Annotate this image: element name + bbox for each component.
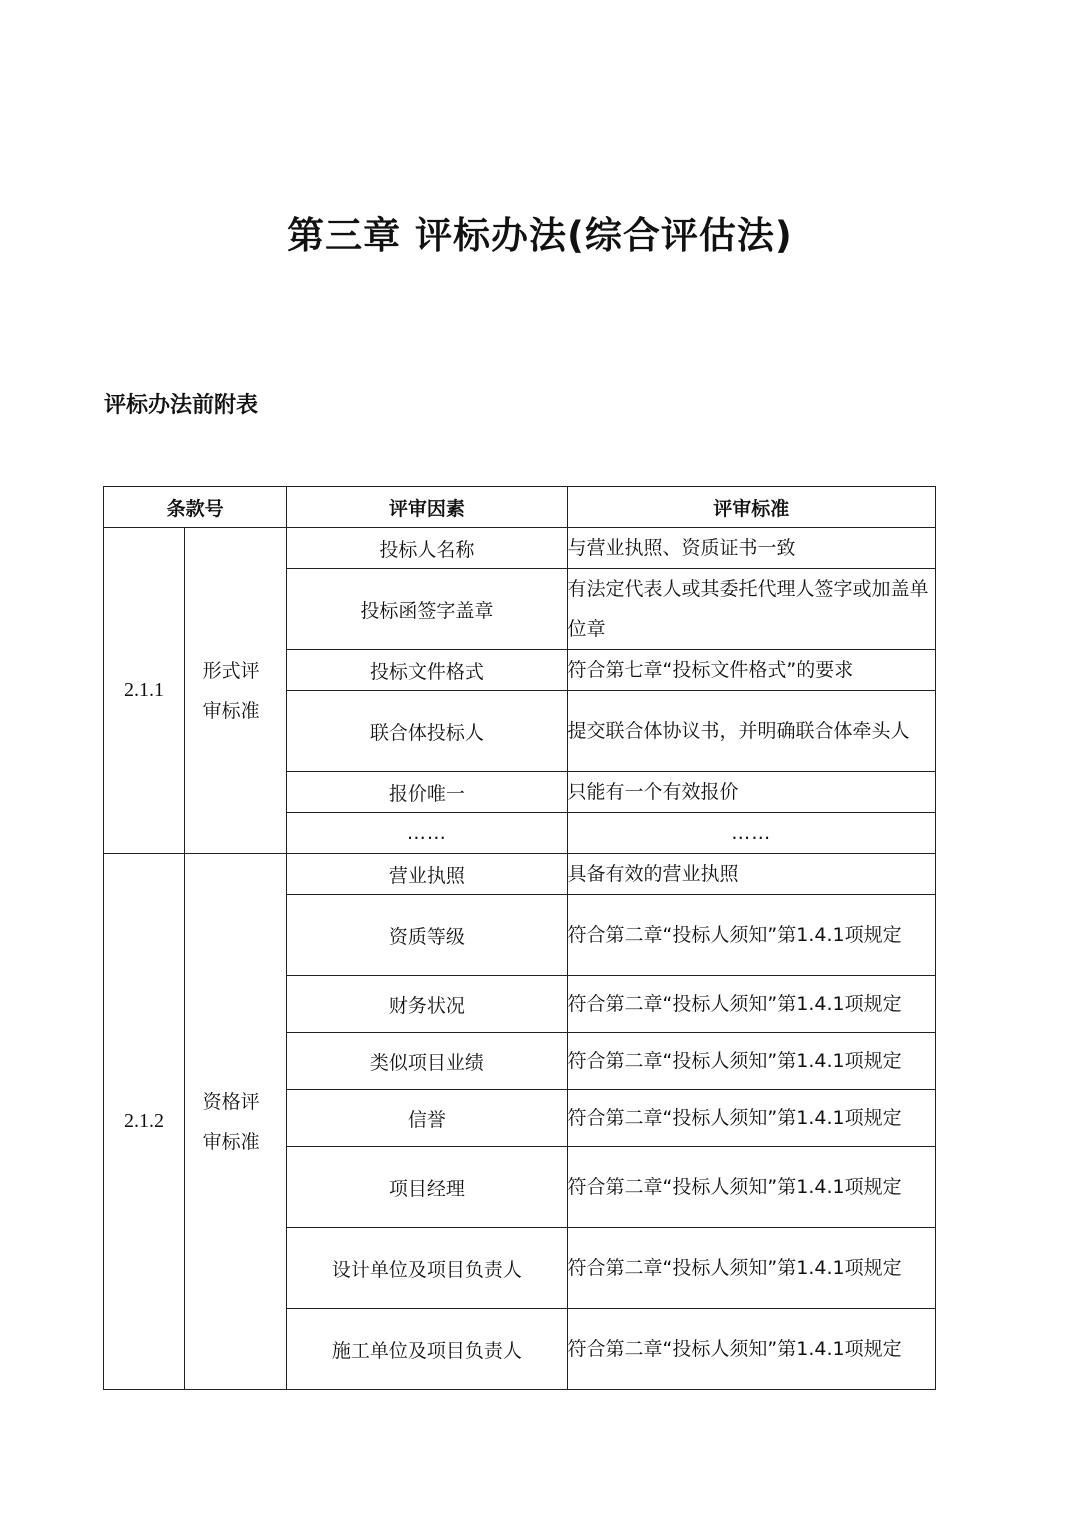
review-factor: 投标函签字盖章 xyxy=(287,569,567,650)
review-standard: 符合第二章“投标人须知”第1.4.1项规定 xyxy=(567,1309,935,1390)
review-standard: 提交联合体协议书，并明确联合体牵头人 xyxy=(567,691,935,772)
review-standard: …… xyxy=(567,813,935,854)
review-factor: 财务状况 xyxy=(287,976,567,1033)
review-standard: 符合第七章“投标文件格式”的要求 xyxy=(567,650,935,691)
review-factor: 设计单位及项目负责人 xyxy=(287,1228,567,1309)
review-standard: 符合第二章“投标人须知”第1.4.1项规定 xyxy=(567,976,935,1033)
review-factor: …… xyxy=(287,813,567,854)
review-category: 形式评审标准 xyxy=(185,528,287,854)
review-factor: 项目经理 xyxy=(287,1147,567,1228)
review-factor: 联合体投标人 xyxy=(287,691,567,772)
header-standard: 评审标准 xyxy=(567,487,935,528)
header-factor: 评审因素 xyxy=(287,487,567,528)
review-standard: 符合第二章“投标人须知”第1.4.1项规定 xyxy=(567,1033,935,1090)
table-header-row xyxy=(104,487,936,528)
review-factor: 类似项目业绩 xyxy=(287,1033,567,1090)
review-factor: 资质等级 xyxy=(287,895,567,976)
review-standard: 与营业执照、资质证书一致 xyxy=(567,528,935,569)
review-category: 资格评审标准 xyxy=(185,854,287,1390)
review-factor: 营业执照 xyxy=(287,854,567,895)
criteria-table xyxy=(103,486,936,1390)
review-standard: 符合第二章“投标人须知”第1.4.1项规定 xyxy=(567,1228,935,1309)
clause-number: 2.1.2 xyxy=(104,854,185,1390)
review-standard: 符合第二章“投标人须知”第1.4.1项规定 xyxy=(567,1147,935,1228)
review-standard: 符合第二章“投标人须知”第1.4.1项规定 xyxy=(567,895,935,976)
review-factor: 施工单位及项目负责人 xyxy=(287,1309,567,1390)
table-row xyxy=(104,528,936,569)
review-factor: 投标文件格式 xyxy=(287,650,567,691)
review-standard: 具备有效的营业执照 xyxy=(567,854,935,895)
chapter-title: 第三章 评标办法(综合评估法) xyxy=(287,214,793,257)
section-heading: 评标办法前附表 xyxy=(104,393,259,418)
review-factor: 投标人名称 xyxy=(287,528,567,569)
review-standard: 只能有一个有效报价 xyxy=(567,772,935,813)
clause-number: 2.1.1 xyxy=(104,528,185,854)
header-clause: 条款号 xyxy=(104,487,287,528)
review-standard: 有法定代表人或其委托代理人签字或加盖单位章 xyxy=(567,569,935,650)
review-factor: 报价唯一 xyxy=(287,772,567,813)
review-standard: 符合第二章“投标人须知”第1.4.1项规定 xyxy=(567,1090,935,1147)
table-row xyxy=(104,854,936,895)
review-factor: 信誉 xyxy=(287,1090,567,1147)
